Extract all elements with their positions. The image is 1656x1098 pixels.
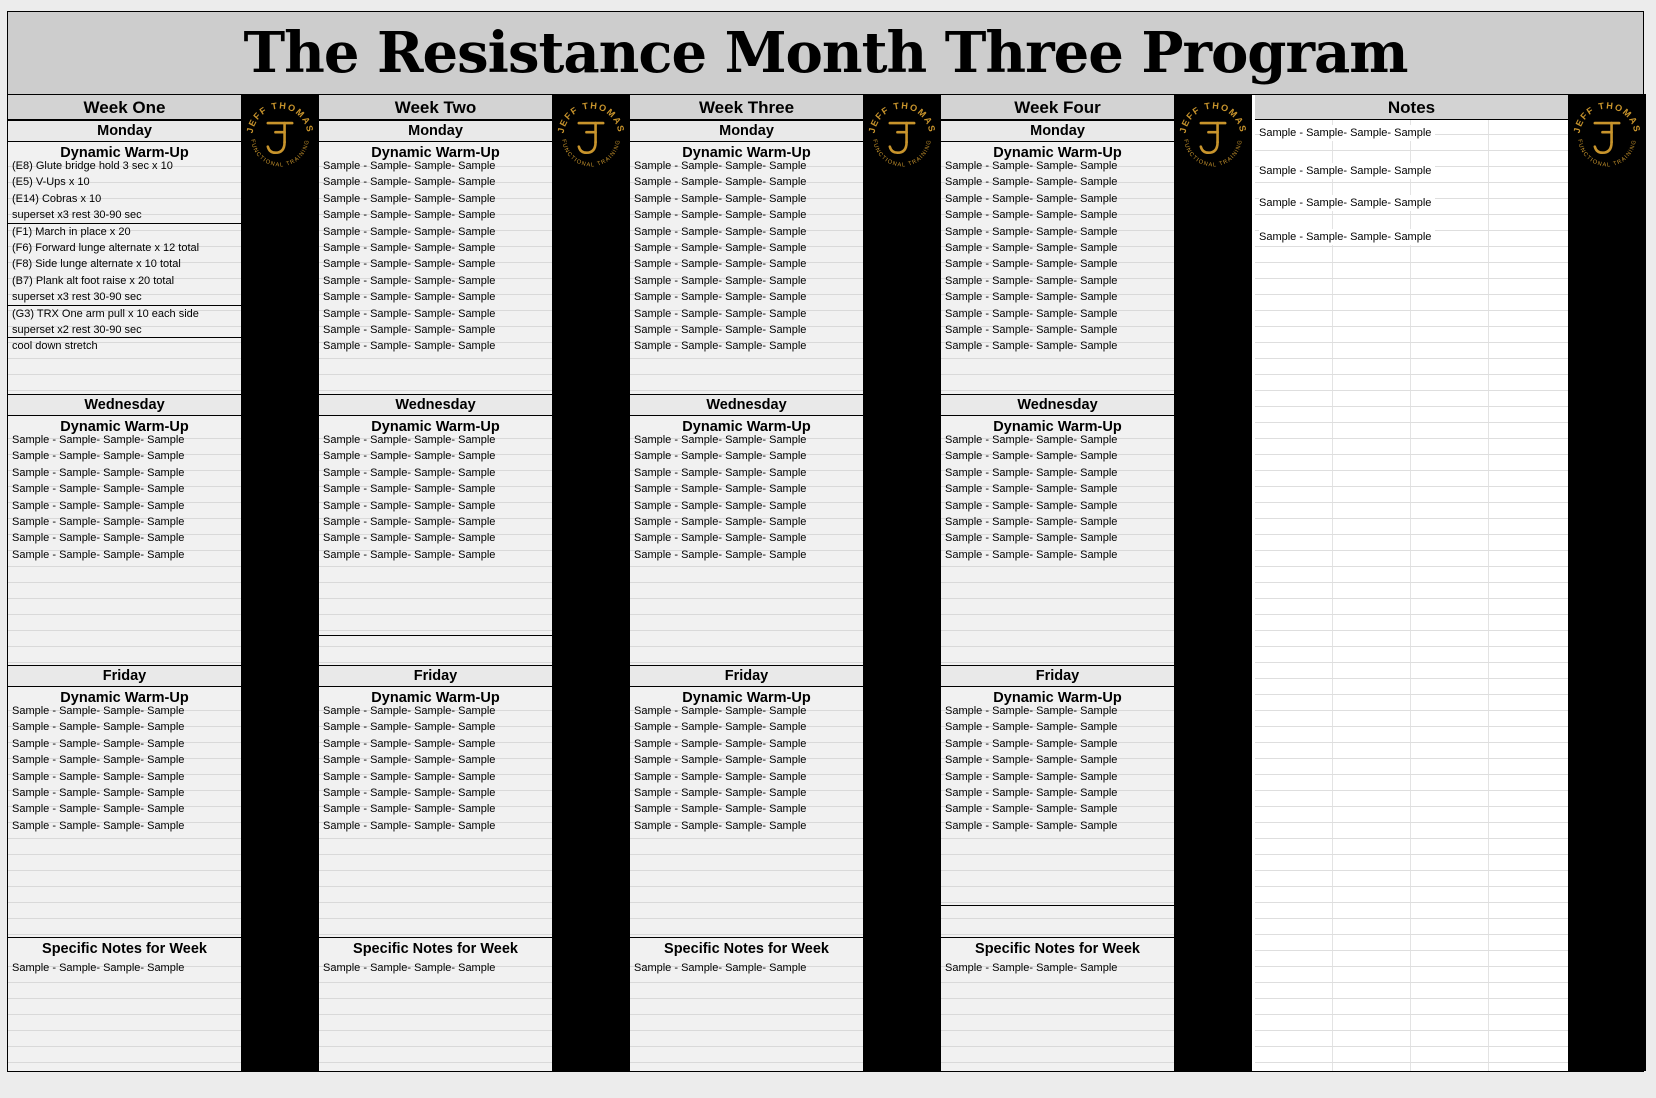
- exercise-line[interactable]: Sample - Sample- Sample- Sample: [945, 176, 1118, 189]
- exercise-line[interactable]: Sample - Sample- Sample- Sample: [945, 499, 1118, 512]
- exercise-line[interactable]: Sample - Sample- Sample- Sample: [945, 532, 1118, 545]
- exercise-line[interactable]: Sample - Sample- Sample- Sample: [323, 258, 496, 271]
- svg-text:JEFF THOMAS: JEFF THOMAS: [1571, 100, 1643, 135]
- exercise-line[interactable]: (F1) March in place x 20: [12, 225, 131, 238]
- exercise-line[interactable]: Sample - Sample- Sample- Sample: [323, 450, 496, 463]
- day-header-wednesday: Wednesday: [319, 394, 552, 416]
- exercise-line[interactable]: Sample - Sample- Sample- Sample: [945, 291, 1118, 304]
- warmup-heading: Dynamic Warm-Up: [941, 687, 1174, 709]
- exercise-line[interactable]: Sample - Sample- Sample- Sample: [634, 274, 807, 287]
- exercise-line[interactable]: Sample - Sample- Sample- Sample: [323, 483, 496, 496]
- exercise-line[interactable]: Sample - Sample- Sample- Sample: [12, 803, 185, 816]
- section-divider: [319, 635, 552, 636]
- exercise-line[interactable]: Sample - Sample- Sample- Sample: [323, 754, 496, 767]
- logo-band: [1568, 94, 1646, 1071]
- section-divider: [941, 905, 1174, 906]
- exercise-line[interactable]: Sample - Sample- Sample- Sample: [945, 721, 1118, 734]
- exercise-line[interactable]: Sample - Sample- Sample- Sample: [945, 516, 1118, 528]
- day-header-friday: Friday: [941, 665, 1174, 687]
- exercise-line[interactable]: (F6) Forward lunge alternate x 12 total: [12, 242, 200, 254]
- exercise-line[interactable]: (F8) Side lunge alternate x 10 total: [12, 258, 181, 271]
- exercise-line[interactable]: Sample - Sample- Sample- Sample: [634, 192, 807, 205]
- exercise-line[interactable]: Sample - Sample- Sample- Sample: [945, 324, 1118, 336]
- week-header: Week Three: [630, 94, 863, 120]
- logo-band: [241, 94, 319, 1071]
- exercise-line[interactable]: Sample - Sample- Sample- Sample: [634, 483, 807, 496]
- exercise-line[interactable]: Sample - Sample- Sample- Sample: [323, 324, 496, 336]
- exercise-line[interactable]: Sample - Sample- Sample- Sample: [634, 516, 807, 528]
- logo-band: [552, 94, 630, 1071]
- jeff-thomas-logo: [864, 98, 940, 174]
- exercise-line[interactable]: Sample - Sample- Sample- Sample: [634, 737, 807, 750]
- exercise-line[interactable]: Sample - Sample- Sample- Sample: [945, 450, 1118, 463]
- day-header-monday: Monday: [8, 120, 241, 142]
- svg-text:JEFF THOMAS: JEFF THOMAS: [866, 100, 938, 135]
- exercise-line[interactable]: Sample - Sample- Sample- Sample: [945, 225, 1118, 238]
- program-sheet: [7, 11, 1644, 1072]
- exercise-line[interactable]: Sample - Sample- Sample- Sample: [323, 466, 496, 479]
- day-header-friday: Friday: [630, 665, 863, 687]
- svg-text:JEFF THOMAS: JEFF THOMAS: [555, 100, 627, 135]
- exercise-line[interactable]: Sample - Sample- Sample- Sample: [323, 176, 496, 189]
- exercise-line[interactable]: Sample - Sample- Sample- Sample: [634, 160, 807, 172]
- jeff-thomas-logo: [1569, 98, 1645, 174]
- svg-text:JEFF THOMAS: JEFF THOMAS: [1177, 100, 1249, 135]
- exercise-line[interactable]: Sample - Sample- Sample- Sample: [12, 434, 185, 446]
- exercise-line[interactable]: Sample - Sample- Sample- Sample: [945, 466, 1118, 479]
- exercise-line[interactable]: Sample - Sample- Sample- Sample: [945, 340, 1118, 353]
- exercise-line[interactable]: Sample - Sample- Sample- Sample: [634, 324, 807, 336]
- exercise-line[interactable]: Sample - Sample- Sample- Sample: [945, 803, 1118, 816]
- week-note-line[interactable]: Sample - Sample- Sample- Sample: [945, 962, 1118, 974]
- exercise-line[interactable]: Sample - Sample- Sample- Sample: [634, 258, 807, 271]
- notes-line[interactable]: Sample - Sample- Sample- Sample: [1259, 195, 1435, 211]
- logo-band: [1174, 94, 1252, 1071]
- superset-divider: [8, 305, 241, 306]
- jeff-thomas-logo: [1175, 98, 1251, 174]
- exercise-line[interactable]: Sample - Sample- Sample- Sample: [12, 516, 185, 528]
- exercise-line[interactable]: Sample - Sample- Sample- Sample: [323, 340, 496, 353]
- notes-line[interactable]: Sample - Sample- Sample- Sample: [1259, 229, 1435, 245]
- exercise-line[interactable]: Sample - Sample- Sample- Sample: [323, 787, 496, 799]
- exercise-line[interactable]: Sample - Sample- Sample- Sample: [323, 434, 496, 446]
- exercise-line[interactable]: Sample - Sample- Sample- Sample: [945, 434, 1118, 446]
- warmup-heading: Dynamic Warm-Up: [630, 142, 863, 164]
- exercise-line[interactable]: Sample - Sample- Sample- Sample: [634, 499, 807, 512]
- exercise-line[interactable]: Sample - Sample- Sample- Sample: [12, 483, 185, 496]
- exercise-line[interactable]: Sample - Sample- Sample- Sample: [945, 737, 1118, 750]
- exercise-line[interactable]: Sample - Sample- Sample- Sample: [634, 242, 807, 254]
- exercise-line[interactable]: Sample - Sample- Sample- Sample: [945, 209, 1118, 222]
- exercise-line[interactable]: Sample - Sample- Sample- Sample: [323, 225, 496, 238]
- warmup-heading: Dynamic Warm-Up: [8, 142, 241, 164]
- svg-text:FUNCTIONAL TRAINING: FUNCTIONAL TRAINING: [560, 138, 622, 169]
- warmup-heading: Dynamic Warm-Up: [941, 416, 1174, 438]
- warmup-heading: Dynamic Warm-Up: [319, 142, 552, 164]
- exercise-line[interactable]: Sample - Sample- Sample- Sample: [12, 548, 185, 561]
- warmup-heading: Dynamic Warm-Up: [8, 687, 241, 709]
- exercise-line[interactable]: Sample - Sample- Sample- Sample: [323, 548, 496, 561]
- exercise-line[interactable]: (G3) TRX One arm pull x 10 each side: [12, 307, 199, 320]
- week-header: Week One: [8, 94, 241, 120]
- exercise-line[interactable]: (E5) V-Ups x 10: [12, 176, 90, 189]
- exercise-line[interactable]: Sample - Sample- Sample- Sample: [12, 787, 185, 799]
- day-header-wednesday: Wednesday: [941, 394, 1174, 416]
- exercise-line[interactable]: Sample - Sample- Sample- Sample: [945, 819, 1118, 832]
- svg-text:FUNCTIONAL TRAINING: FUNCTIONAL TRAINING: [1576, 138, 1638, 169]
- notes-column: [1255, 94, 1568, 1071]
- exercise-line[interactable]: Sample - Sample- Sample- Sample: [323, 721, 496, 734]
- superset-divider: [8, 223, 241, 224]
- exercise-line[interactable]: Sample - Sample- Sample- Sample: [12, 721, 185, 734]
- warmup-heading: Dynamic Warm-Up: [630, 416, 863, 438]
- exercise-line[interactable]: Sample - Sample- Sample- Sample: [323, 803, 496, 816]
- exercise-line[interactable]: Sample - Sample- Sample- Sample: [634, 803, 807, 816]
- exercise-line[interactable]: (B7) Plank alt foot raise x 20 total: [12, 274, 175, 287]
- exercise-line[interactable]: Sample - Sample- Sample- Sample: [323, 819, 496, 832]
- exercise-line[interactable]: Sample - Sample- Sample- Sample: [634, 450, 807, 463]
- exercise-line[interactable]: Sample - Sample- Sample- Sample: [634, 770, 807, 783]
- exercise-line[interactable]: superset x3 rest 30-90 sec: [12, 291, 142, 304]
- exercise-line[interactable]: Sample - Sample- Sample- Sample: [945, 258, 1118, 271]
- jeff-thomas-logo: [553, 98, 629, 174]
- exercise-line[interactable]: Sample - Sample- Sample- Sample: [634, 307, 807, 320]
- week-column: [319, 94, 552, 1071]
- exercise-line[interactable]: Sample - Sample- Sample- Sample: [323, 705, 496, 717]
- exercise-line[interactable]: Sample - Sample- Sample- Sample: [323, 291, 496, 304]
- notes-line[interactable]: Sample - Sample- Sample- Sample: [1259, 125, 1435, 141]
- week-notes-heading: Specific Notes for Week: [941, 937, 1174, 959]
- day-header-monday: Monday: [630, 120, 863, 142]
- exercise-line[interactable]: Sample - Sample- Sample- Sample: [323, 770, 496, 783]
- superset-divider: [8, 337, 241, 338]
- exercise-line[interactable]: superset x2 rest 30-90 sec: [12, 324, 142, 336]
- exercise-line[interactable]: Sample - Sample- Sample- Sample: [634, 819, 807, 832]
- day-header-monday: Monday: [941, 120, 1174, 142]
- week-column: [941, 94, 1174, 1071]
- exercise-line[interactable]: Sample - Sample- Sample- Sample: [12, 754, 185, 767]
- exercise-line[interactable]: Sample - Sample- Sample- Sample: [12, 450, 185, 463]
- exercise-line[interactable]: Sample - Sample- Sample- Sample: [12, 819, 185, 832]
- exercise-line[interactable]: Sample - Sample- Sample- Sample: [945, 705, 1118, 717]
- exercise-line[interactable]: Sample - Sample- Sample- Sample: [945, 787, 1118, 799]
- exercise-line[interactable]: Sample - Sample- Sample- Sample: [12, 770, 185, 783]
- week-note-line[interactable]: Sample - Sample- Sample- Sample: [12, 962, 185, 974]
- day-header-wednesday: Wednesday: [630, 394, 863, 416]
- page-title: The Resistance Month Three Program: [8, 12, 1643, 95]
- exercise-line[interactable]: Sample - Sample- Sample- Sample: [945, 242, 1118, 254]
- exercise-line[interactable]: Sample - Sample- Sample- Sample: [12, 532, 185, 545]
- warmup-heading: Dynamic Warm-Up: [941, 142, 1174, 164]
- exercise-line[interactable]: Sample - Sample- Sample- Sample: [634, 705, 807, 717]
- exercise-line[interactable]: Sample - Sample- Sample- Sample: [945, 483, 1118, 496]
- exercise-line[interactable]: Sample - Sample- Sample- Sample: [323, 516, 496, 528]
- day-header-friday: Friday: [319, 665, 552, 687]
- exercise-line[interactable]: Sample - Sample- Sample- Sample: [634, 225, 807, 238]
- week-note-line[interactable]: Sample - Sample- Sample- Sample: [323, 962, 496, 974]
- warmup-heading: Dynamic Warm-Up: [8, 416, 241, 438]
- day-header-friday: Friday: [8, 665, 241, 687]
- week-note-line[interactable]: Sample - Sample- Sample- Sample: [634, 962, 807, 974]
- day-header-monday: Monday: [319, 120, 552, 142]
- warmup-heading: Dynamic Warm-Up: [319, 416, 552, 438]
- exercise-line[interactable]: Sample - Sample- Sample- Sample: [323, 242, 496, 254]
- week-header: Week Two: [319, 94, 552, 120]
- week-column: [630, 94, 863, 1071]
- exercise-line[interactable]: Sample - Sample- Sample- Sample: [634, 721, 807, 734]
- exercise-line[interactable]: Sample - Sample- Sample- Sample: [945, 548, 1118, 561]
- exercise-line[interactable]: Sample - Sample- Sample- Sample: [634, 532, 807, 545]
- exercise-line[interactable]: Sample - Sample- Sample- Sample: [12, 737, 185, 750]
- jeff-thomas-logo: [242, 98, 318, 174]
- exercise-line[interactable]: Sample - Sample- Sample- Sample: [323, 532, 496, 545]
- exercise-line[interactable]: Sample - Sample- Sample- Sample: [634, 209, 807, 222]
- exercise-line[interactable]: Sample - Sample- Sample- Sample: [945, 307, 1118, 320]
- exercise-line[interactable]: Sample - Sample- Sample- Sample: [634, 787, 807, 799]
- warmup-heading: Dynamic Warm-Up: [319, 687, 552, 709]
- exercise-line[interactable]: Sample - Sample- Sample- Sample: [323, 737, 496, 750]
- exercise-line[interactable]: Sample - Sample- Sample- Sample: [945, 160, 1118, 172]
- exercise-line[interactable]: Sample - Sample- Sample- Sample: [323, 499, 496, 512]
- svg-text:FUNCTIONAL TRAINING: FUNCTIONAL TRAINING: [249, 138, 311, 169]
- day-header-wednesday: Wednesday: [8, 394, 241, 416]
- svg-text:JEFF THOMAS: JEFF THOMAS: [244, 100, 316, 135]
- logo-band: [863, 94, 941, 1071]
- exercise-line[interactable]: (E14) Cobras x 10: [12, 192, 102, 205]
- exercise-line[interactable]: Sample - Sample- Sample- Sample: [634, 548, 807, 561]
- exercise-line[interactable]: Sample - Sample- Sample- Sample: [323, 307, 496, 320]
- exercise-line[interactable]: Sample - Sample- Sample- Sample: [634, 291, 807, 304]
- exercise-line[interactable]: Sample - Sample- Sample- Sample: [945, 754, 1118, 767]
- exercise-line[interactable]: Sample - Sample- Sample- Sample: [323, 274, 496, 287]
- exercise-line[interactable]: Sample - Sample- Sample- Sample: [323, 160, 496, 172]
- exercise-line[interactable]: Sample - Sample- Sample- Sample: [945, 274, 1118, 287]
- exercise-line[interactable]: Sample - Sample- Sample- Sample: [12, 705, 185, 717]
- exercise-line[interactable]: Sample - Sample- Sample- Sample: [634, 434, 807, 446]
- exercise-line[interactable]: (E8) Glute bridge hold 3 sec x 10: [12, 160, 173, 172]
- week-header: Week Four: [941, 94, 1174, 120]
- exercise-line[interactable]: Sample - Sample- Sample- Sample: [323, 192, 496, 205]
- exercise-line[interactable]: Sample - Sample- Sample- Sample: [634, 340, 807, 353]
- exercise-line[interactable]: Sample - Sample- Sample- Sample: [945, 192, 1118, 205]
- svg-text:FUNCTIONAL TRAINING: FUNCTIONAL TRAINING: [1182, 138, 1244, 169]
- exercise-line[interactable]: Sample - Sample- Sample- Sample: [12, 499, 185, 512]
- week-column: [8, 94, 241, 1071]
- exercise-line[interactable]: Sample - Sample- Sample- Sample: [945, 770, 1118, 783]
- warmup-heading: Dynamic Warm-Up: [630, 687, 863, 709]
- exercise-line[interactable]: Sample - Sample- Sample- Sample: [634, 176, 807, 189]
- week-notes-heading: Specific Notes for Week: [319, 937, 552, 959]
- notes-header: Notes: [1255, 94, 1568, 120]
- exercise-line[interactable]: superset x3 rest 30-90 sec: [12, 209, 142, 222]
- exercise-line[interactable]: cool down stretch: [12, 340, 98, 353]
- week-notes-heading: Specific Notes for Week: [8, 937, 241, 959]
- notes-line[interactable]: Sample - Sample- Sample- Sample: [1259, 163, 1435, 179]
- week-notes-heading: Specific Notes for Week: [630, 937, 863, 959]
- exercise-line[interactable]: Sample - Sample- Sample- Sample: [634, 754, 807, 767]
- svg-text:FUNCTIONAL TRAINING: FUNCTIONAL TRAINING: [871, 138, 933, 169]
- exercise-line[interactable]: Sample - Sample- Sample- Sample: [323, 209, 496, 222]
- exercise-line[interactable]: Sample - Sample- Sample- Sample: [634, 466, 807, 479]
- exercise-line[interactable]: Sample - Sample- Sample- Sample: [12, 466, 185, 479]
